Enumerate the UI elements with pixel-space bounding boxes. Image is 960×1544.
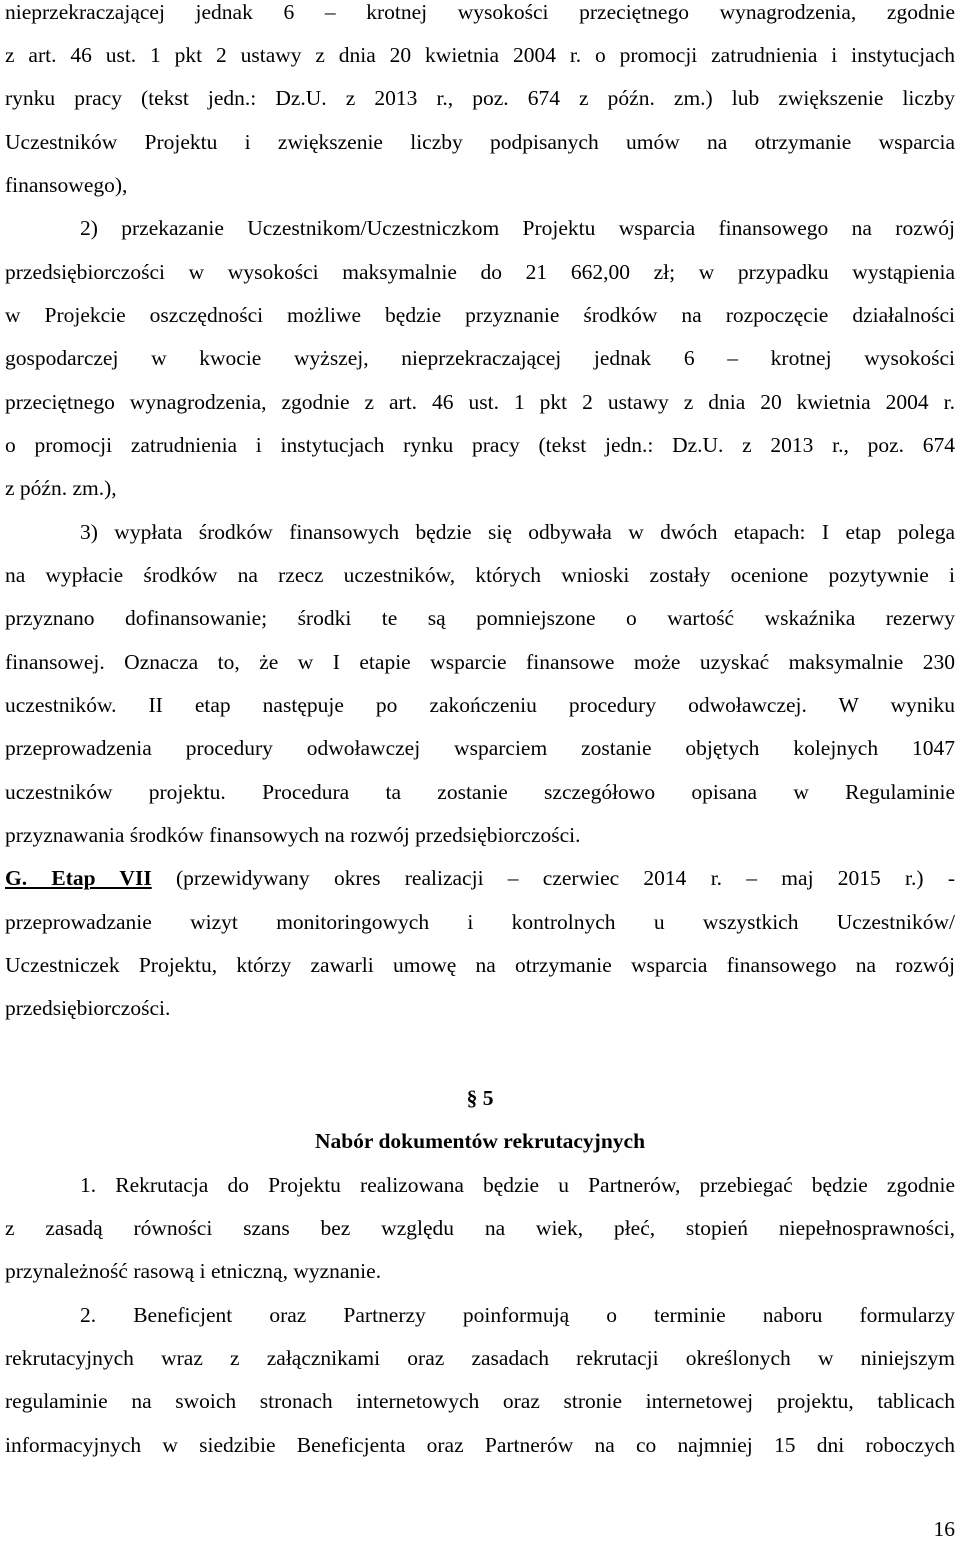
text-line: przynależność rasową i etniczną, wyznanie. [5, 1259, 382, 1283]
section-title: Nabór dokumentów rekrutacyjnych [314, 1129, 646, 1153]
text-line: w Projekcie oszczędności możliwe będzie przyznanie środków na rozpoczęcie działalności [5, 303, 955, 327]
text-line: Uczestniczek Projektu, którzy zawarli umowę na otrzymanie wsparcia finansowego na rozwój [5, 953, 955, 977]
text-line: na wypłacie środków na rzecz uczestników, których wnioski zostały ocenione pozytywnie i [5, 563, 955, 587]
text-line: o promocji zatrudnienia i instytucjach rynku pracy (tekst jedn.: Dz.U. z 2013 r., poz. 674 [5, 433, 955, 457]
text-line: gospodarczej w kwocie wyższej, nieprzekraczającej jednak 6 – krotnej wysokości [5, 346, 955, 370]
text-line: uczestników. II etap następuje po zakończeniu procedury odwoławczej. W wyniku [5, 693, 955, 717]
text-line: przeprowadzanie wizyt monitoringowych i kontrolnych u wszystkich Uczestników/ [5, 910, 955, 934]
text-line: przyznano dofinansowanie; środki te są pomniejszone o wartość wskaźnika rezerwy [5, 606, 955, 630]
text-line: przedsiębiorczości w wysokości maksymalnie do 21 662,00 zł; w przypadku wystąpienia [5, 260, 955, 284]
text-line: finansowej. Oznacza to, że w I etapie wsparcie finansowe może uzyskać maksymalnie 230 [5, 650, 955, 674]
section-number: § 5 [466, 1086, 494, 1110]
text-line: Uczestników Projektu i zwiększenie liczby podpisanych umów na otrzymanie wsparcia [5, 130, 955, 154]
text-line: z późn. zm.), [5, 476, 117, 500]
text-line: z zasadą równości szans bez względu na wiek, płeć, stopień niepełnosprawności, [5, 1216, 955, 1240]
stage-text: (przewidywany okres realizacji – czerwiec 2014 r. – maj 2015 r.) - [151, 866, 955, 890]
text-line: 3) wypłata środków finansowych będzie się odbywała w dwóch etapach: I etap polega [80, 520, 955, 544]
text-line: 1. Rekrutacja do Projektu realizowana będzie u Partnerów, przebiegać będzie zgodnie [80, 1173, 955, 1197]
text-line: regulaminie na swoich stronach internetowych oraz stronie internetowej projektu, tablicach [5, 1389, 955, 1413]
text-line: przeprowadzenia procedury odwoławczej wsparciem zostanie objętych kolejnych 1047 [5, 736, 955, 760]
text-line: informacyjnych w siedzibie Beneficjenta oraz Partnerów na co najmniej 15 dni roboczych [5, 1433, 955, 1457]
text-line: 2) przekazanie Uczestnikom/Uczestniczkom Projektu wsparcia finansowego na rozwój [80, 216, 955, 240]
text-line: nieprzekraczającej jednak 6 – krotnej wysokości przeciętnego wynagrodzenia, zgodnie [5, 0, 955, 24]
text-line: przyznawania środków finansowych na rozwój przedsiębiorczości. [5, 823, 581, 847]
text-line: z art. 46 ust. 1 pkt 2 ustawy z dnia 20 kwietnia 2004 r. o promocji zatrudnienia i instytucjach [5, 43, 955, 67]
text-line: uczestników projektu. Procedura ta zostanie szczegółowo opisana w Regulaminie [5, 780, 955, 804]
text-line: przeciętnego wynagrodzenia, zgodnie z art. 46 ust. 1 pkt 2 ustawy z dnia 20 kwietnia 2004 r. [5, 390, 955, 414]
text-line: finansowego), [5, 173, 128, 197]
stage-label: G. Etap VII [5, 866, 152, 890]
page-number: 16 [933, 1517, 955, 1541]
stage-line [5, 863, 955, 893]
text-line: przedsiębiorczości. [5, 996, 171, 1020]
text-line: 2. Beneficjent oraz Partnerzy poinformują o terminie naboru formularzy [80, 1303, 955, 1327]
text-line: rynku pracy (tekst jedn.: Dz.U. z 2013 r., poz. 674 z późn. zm.) lub zwiększenie liczby [5, 86, 955, 110]
text-line: rekrutacyjnych wraz z załącznikami oraz zasadach rekrutacji określonych w niniejszym [5, 1346, 955, 1370]
